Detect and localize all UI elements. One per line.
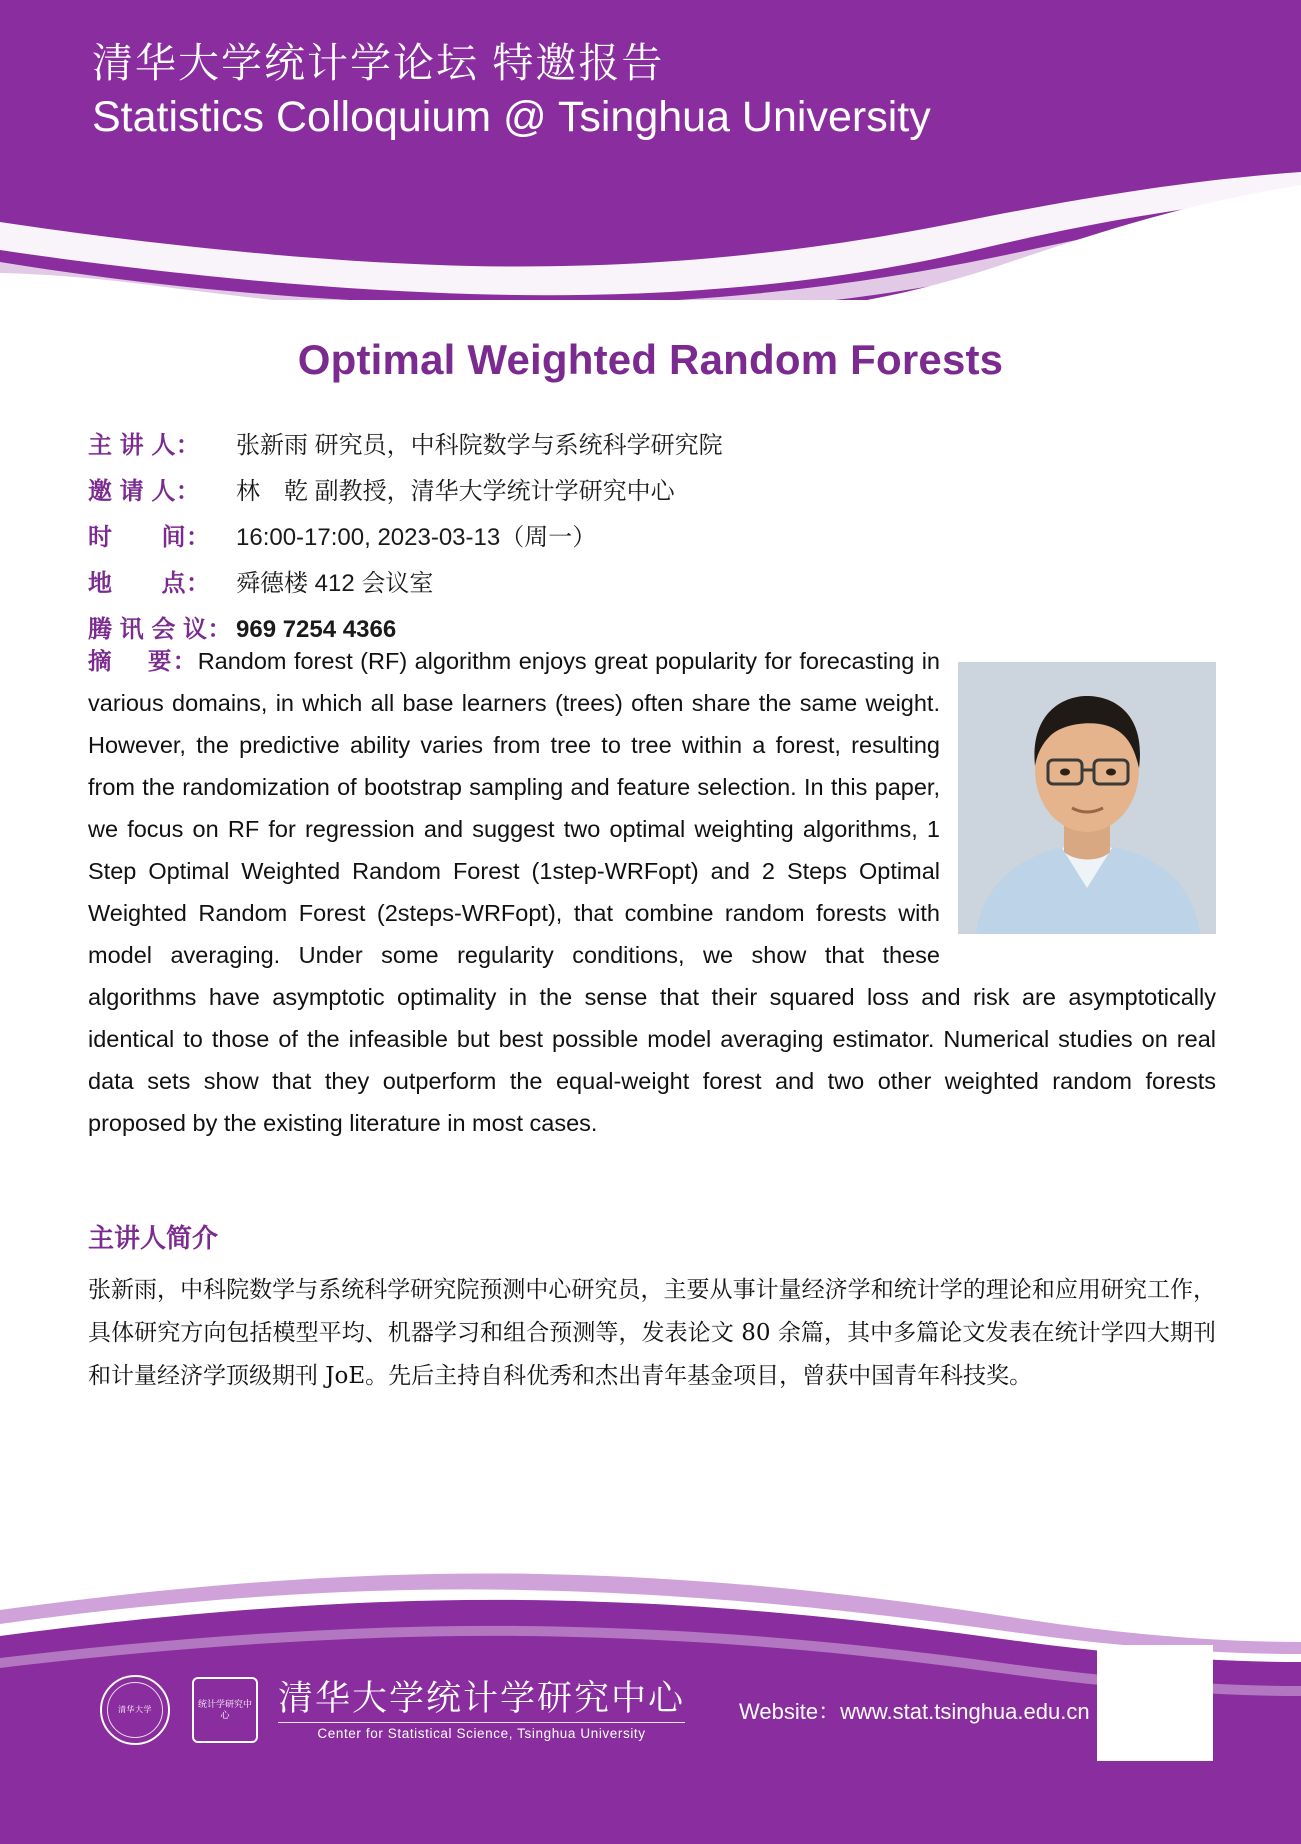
footer-center-name-cn: 清华大学统计学研究中心 (278, 1678, 686, 1718)
info-row-speaker (88, 425, 1208, 460)
info-value-time: 16:00-17:00, 2023-03-13（周一） (236, 524, 597, 551)
abstract-label-char2: 要： (146, 648, 198, 674)
abstract-body: Random forest (RF) algorithm enjoys great popularity for forecasting in various domains, in which all base learners (trees) often share the same weight. However, the predictive ability varies from tree to tree within a forest, resulting from the randomization of bootstrap sampling and feature selection. In this paper, we focus on RF for regression and suggest two optimal weighting algorithms, 1 Step Optimal Weighted Random Forest (1step-WRFopt) and 2 Steps Optimal Weighted Random Forest (2steps-WRFopt), that combine random forests with model averaging. Under some regularity conditions, we show that these algorithms have asymptotic optimality in the sense that their squared loss and risk are asymptotically identical to those of the infeasible but best possible model averaging estimator. Numerical studies on real data sets show that they outperform the equal-weight forest and two other weighted random forests proposed by the existing literature in most cases. (88, 648, 1216, 1136)
info-label-speaker: 主 讲 人： (88, 432, 201, 459)
abstract-section (88, 640, 1216, 1144)
info-label-place: 地 点： (88, 570, 211, 597)
footer-center-name (278, 1679, 685, 1741)
info-label-host: 邀 请 人： (88, 478, 201, 505)
info-row-meeting (88, 609, 1208, 644)
header-title-en: Statistics Colloquium @ Tsinghua University (92, 93, 931, 142)
qr-code (1097, 1645, 1213, 1761)
header-band (0, 0, 1301, 300)
bio-section (88, 1218, 1216, 1398)
info-value-place: 舜德楼 412 会议室 (236, 570, 434, 597)
abstract-label-char: 摘 (88, 648, 113, 674)
bio-text: 张新雨，中科院数学与系统科学研究院预测中心研究员，主要从事计量经济学和统计学的理论和应用研究工作，具体研究方向包括模型平均、机器学习和组合预测等，发表论文 80 余篇，其中多篇论文发表在统计学四大期刊和计量经济学顶级期刊 JoE。先后主持自科优秀和杰出青年基金项目，曾获中国青年科技奖。 (88, 1277, 1216, 1389)
info-value-meeting: 969 7254 4366 (236, 616, 397, 643)
info-row-place (88, 563, 1208, 598)
info-label-meeting: 腾 讯 会 议： (88, 616, 233, 643)
qr-code-grid (1101, 1649, 1201, 1749)
portrait-illustration (958, 662, 1216, 934)
footer-website (739, 1695, 1090, 1726)
bio-title: 主讲人简介 (88, 1223, 219, 1253)
info-row-time (88, 517, 1208, 552)
info-row-host (88, 471, 1208, 506)
center-logo-icon (192, 1677, 258, 1743)
talk-title: Optimal Weighted Random Forests (297, 336, 1004, 383)
info-label-time: 时 间： (88, 524, 211, 551)
footer-website-url: www.stat.tsinghua.edu.cn (840, 1698, 1090, 1724)
header-title-group (92, 38, 931, 145)
footer-center-name-en: Center for Statistical Science, Tsinghua University (278, 1722, 685, 1741)
abstract-label (88, 648, 198, 674)
tsinghua-seal-text: 清华大学 (118, 1705, 152, 1714)
header-title-cn: 清华大学统计学论坛 特邀报告 (92, 40, 665, 86)
info-value-host: 林 乾 副教授，清华大学统计学研究中心 (236, 478, 675, 505)
speaker-portrait (958, 662, 1216, 934)
tsinghua-seal-icon (100, 1675, 170, 1745)
footer-website-label: Website： (739, 1698, 841, 1724)
center-logo-text: 统计学研究中心 (197, 1699, 252, 1720)
info-value-speaker: 张新雨 研究员，中科院数学与系统科学研究院 (236, 432, 723, 459)
info-block (88, 425, 1208, 655)
